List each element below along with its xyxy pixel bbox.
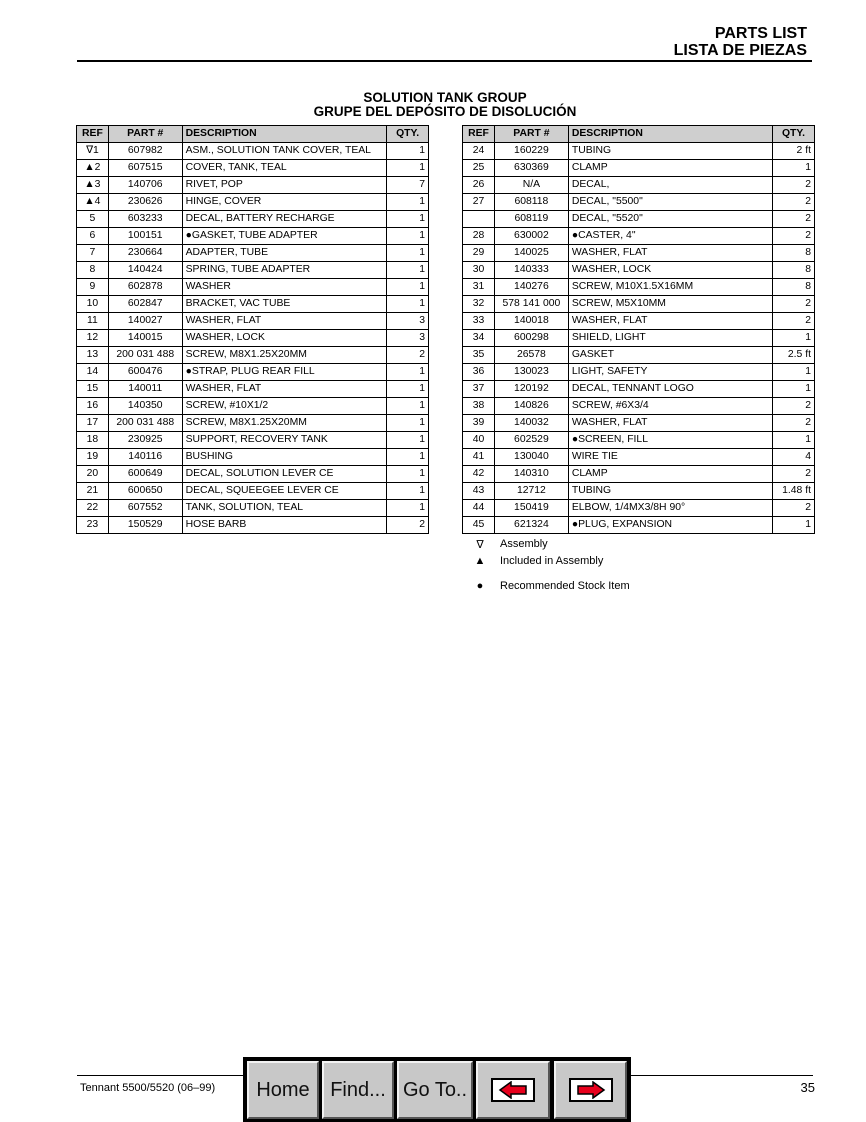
ref-cell: 21: [77, 483, 109, 500]
quantity-cell: 1: [773, 160, 815, 177]
footer-rule: [77, 1075, 245, 1076]
part-number-cell: 26578: [494, 347, 568, 364]
quantity-cell: 1: [387, 432, 429, 449]
table-row: [463, 330, 815, 347]
legend-item-included: [470, 555, 770, 571]
part-number-cell: 140027: [108, 313, 182, 330]
ref-cell: 7: [77, 245, 109, 262]
ref-cell: 16: [77, 398, 109, 415]
table-row: [463, 381, 815, 398]
description-cell: DECAL, SQUEEGEE LEVER CE: [182, 483, 387, 500]
parts-table-right: [462, 125, 815, 534]
description-cell: TUBING: [568, 143, 772, 160]
part-number-cell: 140276: [494, 279, 568, 296]
part-number-cell: N/A: [494, 177, 568, 194]
ref-cell: 13: [77, 347, 109, 364]
table-header-row: [77, 126, 429, 143]
part-number-cell: 608119: [494, 211, 568, 228]
ref-cell: 18: [77, 432, 109, 449]
description-cell: DECAL,: [568, 177, 772, 194]
ref-cell: 6: [77, 228, 109, 245]
part-number-cell: 100151: [108, 228, 182, 245]
quantity-cell: 1: [387, 296, 429, 313]
table-row: [463, 432, 815, 449]
table-row: [463, 500, 815, 517]
parts-table-left: [76, 125, 429, 534]
navigation-bar: [243, 1057, 631, 1122]
part-number-cell: 600298: [494, 330, 568, 347]
column-header-description: DESCRIPTION: [568, 126, 772, 143]
description-cell: DECAL, TENNANT LOGO: [568, 381, 772, 398]
part-number-cell: 140350: [108, 398, 182, 415]
quantity-cell: 4: [773, 449, 815, 466]
quantity-cell: 2: [387, 347, 429, 364]
description-cell: BUSHING: [182, 449, 387, 466]
part-number-cell: 140424: [108, 262, 182, 279]
right-arrow-icon: [569, 1078, 613, 1102]
table-row: [77, 364, 429, 381]
table-row: [77, 466, 429, 483]
part-number-cell: 602878: [108, 279, 182, 296]
quantity-cell: 2: [773, 177, 815, 194]
table-row: [77, 245, 429, 262]
part-number-cell: 600649: [108, 466, 182, 483]
legend-label: Assembly: [500, 538, 548, 550]
column-header-ref: REF: [463, 126, 495, 143]
table-row: [463, 143, 815, 160]
ref-cell: 24: [463, 143, 495, 160]
quantity-cell: 8: [773, 279, 815, 296]
go-to-button[interactable]: Go To..: [397, 1061, 473, 1119]
column-header-part: PART #: [494, 126, 568, 143]
description-cell: WASHER, FLAT: [182, 381, 387, 398]
description-cell: WASHER, LOCK: [182, 330, 387, 347]
description-cell: ●STRAP, PLUG REAR FILL: [182, 364, 387, 381]
ref-cell: ▲2: [77, 160, 109, 177]
ref-cell: 34: [463, 330, 495, 347]
quantity-cell: 1: [387, 466, 429, 483]
ref-cell: 27: [463, 194, 495, 211]
part-number-cell: 607982: [108, 143, 182, 160]
part-number-cell: 140333: [494, 262, 568, 279]
table-row: [463, 262, 815, 279]
ref-cell: 25: [463, 160, 495, 177]
table-row: [463, 313, 815, 330]
table-row: [463, 483, 815, 500]
table-row: [463, 449, 815, 466]
quantity-cell: 1: [387, 500, 429, 517]
section-title: [0, 91, 866, 119]
part-number-cell: 630002: [494, 228, 568, 245]
quantity-cell: 3: [387, 313, 429, 330]
description-cell: SHIELD, LIGHT: [568, 330, 772, 347]
part-number-cell: 200 031 488: [108, 415, 182, 432]
quantity-cell: 1: [773, 364, 815, 381]
column-header-ref: REF: [77, 126, 109, 143]
part-number-cell: 230664: [108, 245, 182, 262]
quantity-cell: 1: [387, 279, 429, 296]
legend-item-recommended: [470, 580, 770, 596]
part-number-cell: 621324: [494, 517, 568, 534]
table-row: [463, 347, 815, 364]
quantity-cell: 1: [387, 262, 429, 279]
description-cell: DECAL, BATTERY RECHARGE: [182, 211, 387, 228]
part-number-cell: 140011: [108, 381, 182, 398]
part-number-cell: 140706: [108, 177, 182, 194]
quantity-cell: 1: [387, 160, 429, 177]
description-cell: ASM., SOLUTION TANK COVER, TEAL: [182, 143, 387, 160]
ref-cell: 22: [77, 500, 109, 517]
table-row: [77, 432, 429, 449]
part-number-cell: 12712: [494, 483, 568, 500]
description-cell: SCREW, #6X3/4: [568, 398, 772, 415]
quantity-cell: 2.5 ft: [773, 347, 815, 364]
ref-cell: ∇1: [77, 143, 109, 160]
quantity-cell: 2: [773, 313, 815, 330]
ref-cell: 28: [463, 228, 495, 245]
table-row: [463, 415, 815, 432]
description-cell: CLAMP: [568, 160, 772, 177]
quantity-cell: 1: [387, 364, 429, 381]
description-cell: COVER, TANK, TEAL: [182, 160, 387, 177]
description-cell: ADAPTER, TUBE: [182, 245, 387, 262]
quantity-cell: 2: [773, 194, 815, 211]
table-row: [77, 347, 429, 364]
description-cell: HOSE BARB: [182, 517, 387, 534]
quantity-cell: 3: [387, 330, 429, 347]
quantity-cell: 1: [387, 483, 429, 500]
ref-cell: 30: [463, 262, 495, 279]
quantity-cell: 1: [387, 228, 429, 245]
table-row: [463, 466, 815, 483]
table-row: [77, 381, 429, 398]
description-cell: HINGE, COVER: [182, 194, 387, 211]
quantity-cell: 1: [387, 449, 429, 466]
ref-cell: [463, 211, 495, 228]
quantity-cell: 7: [387, 177, 429, 194]
previous-page-button[interactable]: [476, 1061, 550, 1119]
table-row: [77, 313, 429, 330]
description-cell: CLAMP: [568, 466, 772, 483]
included-triangle-icon: ▲: [474, 555, 486, 567]
description-cell: WASHER: [182, 279, 387, 296]
part-number-cell: 602529: [494, 432, 568, 449]
ref-cell: 5: [77, 211, 109, 228]
description-cell: DECAL, "5520": [568, 211, 772, 228]
ref-cell: 19: [77, 449, 109, 466]
part-number-cell: 120192: [494, 381, 568, 398]
description-cell: GASKET: [568, 347, 772, 364]
ref-cell: 39: [463, 415, 495, 432]
quantity-cell: 2: [773, 415, 815, 432]
column-header-description: DESCRIPTION: [182, 126, 387, 143]
legend-item-assembly: [470, 538, 770, 554]
ref-cell: 12: [77, 330, 109, 347]
quantity-cell: 1: [387, 381, 429, 398]
table-row: [463, 177, 815, 194]
quantity-cell: 1: [773, 381, 815, 398]
ref-cell: 44: [463, 500, 495, 517]
part-number-cell: 140025: [494, 245, 568, 262]
part-number-cell: 150419: [494, 500, 568, 517]
part-number-cell: 603233: [108, 211, 182, 228]
assembly-symbol-icon: ∇: [476, 539, 484, 551]
description-cell: WASHER, LOCK: [568, 262, 772, 279]
ref-cell: 10: [77, 296, 109, 313]
part-number-cell: 600476: [108, 364, 182, 381]
ref-cell: ▲3: [77, 177, 109, 194]
table-row: [77, 296, 429, 313]
description-cell: SCREW, #10X1/2: [182, 398, 387, 415]
description-cell: TANK, SOLUTION, TEAL: [182, 500, 387, 517]
header-title-es: LISTA DE PIEZAS: [673, 42, 807, 59]
ref-cell: 41: [463, 449, 495, 466]
table-row: [77, 483, 429, 500]
table-row: [77, 517, 429, 534]
description-cell: WASHER, FLAT: [568, 415, 772, 432]
description-cell: DECAL, "5500": [568, 194, 772, 211]
description-cell: SPRING, TUBE ADAPTER: [182, 262, 387, 279]
part-number-cell: 230925: [108, 432, 182, 449]
ref-cell: 45: [463, 517, 495, 534]
description-cell: WASHER, FLAT: [182, 313, 387, 330]
page-number: 35: [800, 1080, 815, 1095]
table-row: [463, 398, 815, 415]
quantity-cell: 2: [387, 517, 429, 534]
quantity-cell: 8: [773, 262, 815, 279]
ref-cell: 43: [463, 483, 495, 500]
ref-cell: 26: [463, 177, 495, 194]
description-cell: SCREW, M5X10MM: [568, 296, 772, 313]
part-number-cell: 600650: [108, 483, 182, 500]
ref-cell: 35: [463, 347, 495, 364]
table-row: [463, 517, 815, 534]
ref-cell: 29: [463, 245, 495, 262]
ref-cell: 38: [463, 398, 495, 415]
quantity-cell: 1: [387, 211, 429, 228]
ref-cell: 9: [77, 279, 109, 296]
section-title-es: GRUPE DEL DEPÓSITO DE DISOLUCIÓN: [313, 104, 577, 119]
part-number-cell: 608118: [494, 194, 568, 211]
quantity-cell: 1: [773, 517, 815, 534]
quantity-cell: 1: [387, 194, 429, 211]
table-row: [77, 177, 429, 194]
quantity-cell: 2: [773, 500, 815, 517]
description-cell: SCREW, M8X1.25X20MM: [182, 415, 387, 432]
description-cell: RIVET, POP: [182, 177, 387, 194]
table-row: [77, 398, 429, 415]
part-number-cell: 230626: [108, 194, 182, 211]
section-title-en: SOLUTION TANK GROUP: [363, 90, 527, 105]
description-cell: LIGHT, SAFETY: [568, 364, 772, 381]
description-cell: WIRE TIE: [568, 449, 772, 466]
description-cell: WASHER, FLAT: [568, 245, 772, 262]
table-row: [77, 330, 429, 347]
column-header-part: PART #: [108, 126, 182, 143]
description-cell: ●CASTER, 4": [568, 228, 772, 245]
table-row: [77, 160, 429, 177]
table-row: [77, 262, 429, 279]
header-rule: [77, 60, 812, 62]
ref-cell: 15: [77, 381, 109, 398]
column-header-qty: QTY.: [773, 126, 815, 143]
quantity-cell: 2: [773, 296, 815, 313]
column-header-qty: QTY.: [387, 126, 429, 143]
ref-cell: 17: [77, 415, 109, 432]
part-number-cell: 200 031 488: [108, 347, 182, 364]
description-cell: SUPPORT, RECOVERY TANK: [182, 432, 387, 449]
quantity-cell: 1: [387, 398, 429, 415]
ref-cell: 37: [463, 381, 495, 398]
ref-cell: 32: [463, 296, 495, 313]
quantity-cell: 1: [387, 415, 429, 432]
table-row: [463, 364, 815, 381]
left-arrow-icon: [491, 1078, 535, 1102]
description-cell: ●GASKET, TUBE ADAPTER: [182, 228, 387, 245]
table-row: [77, 211, 429, 228]
ref-cell: 36: [463, 364, 495, 381]
ref-cell: 14: [77, 364, 109, 381]
part-number-cell: 140826: [494, 398, 568, 415]
part-number-cell: 602847: [108, 296, 182, 313]
table-row: [463, 160, 815, 177]
quantity-cell: 2: [773, 211, 815, 228]
table-row: [463, 211, 815, 228]
header-title-en: PARTS LIST: [714, 25, 807, 42]
quantity-cell: 2: [773, 228, 815, 245]
ref-cell: 31: [463, 279, 495, 296]
quantity-cell: 1: [773, 432, 815, 449]
quantity-cell: 1: [387, 245, 429, 262]
quantity-cell: 2: [773, 398, 815, 415]
home-button[interactable]: Home: [247, 1061, 319, 1119]
quantity-cell: 2: [773, 466, 815, 483]
quantity-cell: 2 ft: [773, 143, 815, 160]
part-number-cell: 607552: [108, 500, 182, 517]
table-row: [77, 500, 429, 517]
ref-cell: 20: [77, 466, 109, 483]
table-row: [77, 415, 429, 432]
ref-cell: 11: [77, 313, 109, 330]
description-cell: SCREW, M10X1.5X16MM: [568, 279, 772, 296]
table-row: [463, 194, 815, 211]
part-number-cell: 140015: [108, 330, 182, 347]
ref-cell: 23: [77, 517, 109, 534]
footer-rule: [630, 1075, 813, 1076]
table-row: [77, 194, 429, 211]
recommended-dot-icon: ●: [476, 580, 484, 592]
ref-cell: 8: [77, 262, 109, 279]
part-number-cell: 140032: [494, 415, 568, 432]
table-row: [463, 245, 815, 262]
table-header-row: [463, 126, 815, 143]
part-number-cell: 607515: [108, 160, 182, 177]
ref-cell: 42: [463, 466, 495, 483]
description-cell: ●SCREEN, FILL: [568, 432, 772, 449]
table-row: [77, 279, 429, 296]
description-cell: SCREW, M8X1.25X20MM: [182, 347, 387, 364]
table-row: [77, 143, 429, 160]
part-number-cell: 578 141 000: [494, 296, 568, 313]
part-number-cell: 140310: [494, 466, 568, 483]
table-row: [77, 228, 429, 245]
table-row: [463, 279, 815, 296]
description-cell: TUBING: [568, 483, 772, 500]
table-row: [77, 449, 429, 466]
footer-model: Tennant 5500/5520 (06–99): [80, 1082, 216, 1094]
find-button[interactable]: Find...: [322, 1061, 394, 1119]
ref-cell: ▲4: [77, 194, 109, 211]
description-cell: ●PLUG, EXPANSION: [568, 517, 772, 534]
part-number-cell: 130023: [494, 364, 568, 381]
quantity-cell: 1.48 ft: [773, 483, 815, 500]
next-page-button[interactable]: [554, 1061, 627, 1119]
description-cell: BRACKET, VAC TUBE: [182, 296, 387, 313]
legend-label: Recommended Stock Item: [500, 580, 630, 592]
quantity-cell: 8: [773, 245, 815, 262]
part-number-cell: 140018: [494, 313, 568, 330]
legend-label: Included in Assembly: [500, 555, 604, 567]
part-number-cell: 160229: [494, 143, 568, 160]
description-cell: ELBOW, 1/4MX3/8H 90°: [568, 500, 772, 517]
part-number-cell: 140116: [108, 449, 182, 466]
ref-cell: 33: [463, 313, 495, 330]
page-header: [674, 25, 807, 59]
table-row: [463, 296, 815, 313]
quantity-cell: 1: [387, 143, 429, 160]
description-cell: WASHER, FLAT: [568, 313, 772, 330]
part-number-cell: 130040: [494, 449, 568, 466]
description-cell: DECAL, SOLUTION LEVER CE: [182, 466, 387, 483]
part-number-cell: 630369: [494, 160, 568, 177]
ref-cell: 40: [463, 432, 495, 449]
quantity-cell: 1: [773, 330, 815, 347]
table-row: [463, 228, 815, 245]
part-number-cell: 150529: [108, 517, 182, 534]
